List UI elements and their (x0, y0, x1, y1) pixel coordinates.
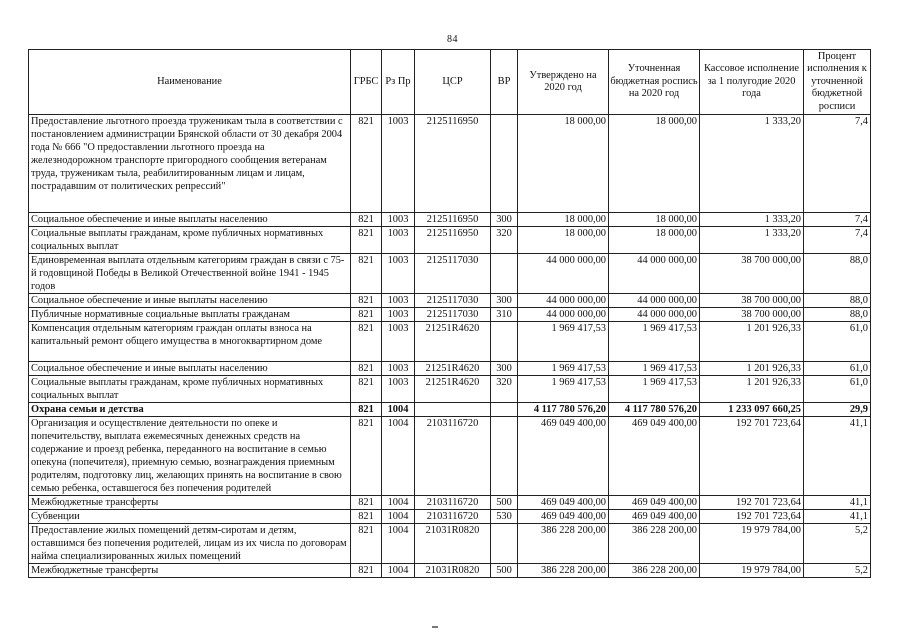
cell-name: Субвенции (29, 510, 351, 524)
cell-name: Межбюджетные трансферты (29, 564, 351, 578)
cell-approved: 4 117 780 576,20 (518, 403, 609, 417)
cell-percent: 5,2 (804, 524, 871, 564)
cell-cash: 1 333,20 (700, 227, 804, 254)
cell-name: Организация и осуществление деятельности по опеке и попечительству, выплата ежемесячных денежных средств на содержание и проезд ребенка, переданного на воспитание в семью опекуна (попечителя), приемную семью, вознаграждения приемным родителям, подготовку лиц, желающих принять на воспитание в свою семью ребенка, оставшегося без попечения родителей (29, 417, 351, 496)
cell-percent: 41,1 (804, 417, 871, 496)
cell-vr (491, 322, 518, 362)
cell-cash: 192 701 723,64 (700, 510, 804, 524)
cell-csr (415, 403, 491, 417)
cell-name: Компенсация отдельным категориям граждан оплаты взноса на капитальный ремонт общего имущества в многоквартирном доме (29, 322, 351, 362)
cell-specified: 469 049 400,00 (609, 417, 700, 496)
cell-cash: 192 701 723,64 (700, 496, 804, 510)
table-row (29, 322, 871, 362)
cell-approved: 1 969 417,53 (518, 322, 609, 362)
cell-cash: 19 979 784,00 (700, 564, 804, 578)
cell-grbs: 821 (351, 376, 382, 403)
col-header-percent: Процент исполнения к уточненной бюджетной росписи (804, 50, 871, 115)
cell-specified: 469 049 400,00 (609, 510, 700, 524)
cell-grbs: 821 (351, 294, 382, 308)
cell-percent: 61,0 (804, 376, 871, 403)
cell-grbs: 821 (351, 510, 382, 524)
cell-name: Предоставление льготного проезда труженикам тыла в соответствии с постановлением администрации Брянской области от 30 декабря 2004 года № 666 "О предоставлении льготного проезда на железнодорожном транспорте пригородного сообщения ветеранам труда, труженикам тыла, реабилитированным лицам и лицам, пострадавшим от политических репрессий" (29, 115, 351, 213)
cell-name: Предоставление жилых помещений детям-сиротам и детям, оставшимся без попечения родителей, лицам из их числа по договорам найма специализированных жилых помещений (29, 524, 351, 564)
cell-rzpr: 1003 (382, 213, 415, 227)
col-header-vr: ВР (491, 50, 518, 115)
cell-name: Единовременная выплата отдельным категориям граждан в связи с 75-й годовщиной Победы в Великой Отечественной войне 1941 - 1945 годов (29, 254, 351, 294)
cell-specified: 386 228 200,00 (609, 524, 700, 564)
col-header-csr: ЦСР (415, 50, 491, 115)
cell-specified: 44 000 000,00 (609, 254, 700, 294)
budget-table (28, 49, 871, 578)
cell-specified: 44 000 000,00 (609, 308, 700, 322)
cell-rzpr: 1003 (382, 322, 415, 362)
col-header-cash: Кассовое исполнение за 1 полугодие 2020 года (700, 50, 804, 115)
cell-name: Социальное обеспечение и иные выплаты населению (29, 362, 351, 376)
cell-cash: 38 700 000,00 (700, 308, 804, 322)
cell-rzpr: 1003 (382, 376, 415, 403)
table-row (29, 376, 871, 403)
cell-vr: 320 (491, 227, 518, 254)
cell-cash: 1 233 097 660,25 (700, 403, 804, 417)
cell-name: Публичные нормативные социальные выплаты гражданам (29, 308, 351, 322)
cell-specified: 44 000 000,00 (609, 294, 700, 308)
cell-name: Социальные выплаты гражданам, кроме публичных нормативных социальных выплат (29, 376, 351, 403)
cell-vr: 500 (491, 496, 518, 510)
cell-grbs: 821 (351, 213, 382, 227)
cell-grbs: 821 (351, 254, 382, 294)
cell-name: Социальное обеспечение и иные выплаты населению (29, 294, 351, 308)
table-row (29, 496, 871, 510)
table-row (29, 524, 871, 564)
cell-percent: 7,4 (804, 227, 871, 254)
table-row (29, 362, 871, 376)
cell-percent: 7,4 (804, 213, 871, 227)
cell-cash: 38 700 000,00 (700, 294, 804, 308)
cell-vr (491, 524, 518, 564)
col-header-grbs: ГРБС (351, 50, 382, 115)
cell-vr: 530 (491, 510, 518, 524)
cell-rzpr: 1003 (382, 115, 415, 213)
table-row (29, 213, 871, 227)
cell-cash: 192 701 723,64 (700, 417, 804, 496)
cell-csr: 2125117030 (415, 308, 491, 322)
cell-approved: 469 049 400,00 (518, 496, 609, 510)
cell-rzpr: 1003 (382, 294, 415, 308)
cell-csr: 21251R4620 (415, 376, 491, 403)
cell-csr: 2103116720 (415, 510, 491, 524)
cell-percent: 88,0 (804, 254, 871, 294)
cell-vr: 300 (491, 294, 518, 308)
cell-approved: 386 228 200,00 (518, 524, 609, 564)
cell-grbs: 821 (351, 417, 382, 496)
table-row-section (29, 403, 871, 417)
cell-cash: 1 201 926,33 (700, 376, 804, 403)
cell-approved: 44 000 000,00 (518, 294, 609, 308)
cell-specified: 4 117 780 576,20 (609, 403, 700, 417)
cell-csr: 2125117030 (415, 294, 491, 308)
cell-vr: 310 (491, 308, 518, 322)
cell-percent: 61,0 (804, 322, 871, 362)
cell-percent: 5,2 (804, 564, 871, 578)
cell-approved: 386 228 200,00 (518, 564, 609, 578)
cell-approved: 18 000,00 (518, 115, 609, 213)
cell-grbs: 821 (351, 524, 382, 564)
cell-vr (491, 115, 518, 213)
cell-name: Социальные выплаты гражданам, кроме публичных нормативных социальных выплат (29, 227, 351, 254)
cell-approved: 469 049 400,00 (518, 510, 609, 524)
cell-rzpr: 1004 (382, 524, 415, 564)
cell-grbs: 821 (351, 362, 382, 376)
table-row (29, 115, 871, 213)
cell-specified: 18 000,00 (609, 213, 700, 227)
cell-rzpr: 1003 (382, 362, 415, 376)
cell-percent: 7,4 (804, 115, 871, 213)
cell-grbs: 821 (351, 322, 382, 362)
cell-csr: 21251R4620 (415, 362, 491, 376)
cell-grbs: 821 (351, 403, 382, 417)
cell-rzpr: 1004 (382, 417, 415, 496)
cell-specified: 386 228 200,00 (609, 564, 700, 578)
table-row (29, 227, 871, 254)
cell-cash: 38 700 000,00 (700, 254, 804, 294)
table-row (29, 294, 871, 308)
cell-name: Межбюджетные трансферты (29, 496, 351, 510)
cell-csr: 2103116720 (415, 496, 491, 510)
cell-vr: 320 (491, 376, 518, 403)
cell-approved: 469 049 400,00 (518, 417, 609, 496)
cell-specified: 18 000,00 (609, 115, 700, 213)
cell-specified: 18 000,00 (609, 227, 700, 254)
cell-csr: 21031R0820 (415, 524, 491, 564)
cell-cash: 1 333,20 (700, 213, 804, 227)
table-row (29, 308, 871, 322)
cell-name: Охрана семьи и детства (29, 403, 351, 417)
cell-vr: 500 (491, 564, 518, 578)
cell-csr: 2125116950 (415, 115, 491, 213)
cell-percent: 88,0 (804, 294, 871, 308)
cell-vr (491, 254, 518, 294)
cell-grbs: 821 (351, 564, 382, 578)
cell-vr (491, 403, 518, 417)
cell-percent: 29,9 (804, 403, 871, 417)
cell-grbs: 821 (351, 227, 382, 254)
cell-approved: 1 969 417,53 (518, 362, 609, 376)
cell-approved: 18 000,00 (518, 227, 609, 254)
cell-cash: 1 201 926,33 (700, 362, 804, 376)
cell-cash: 1 333,20 (700, 115, 804, 213)
cell-name: Социальное обеспечение и иные выплаты населению (29, 213, 351, 227)
col-header-approved: Утверждено на 2020 год (518, 50, 609, 115)
cell-specified: 469 049 400,00 (609, 496, 700, 510)
cell-specified: 1 969 417,53 (609, 362, 700, 376)
table-row (29, 254, 871, 294)
cell-rzpr: 1004 (382, 403, 415, 417)
cell-cash: 19 979 784,00 (700, 524, 804, 564)
table-row (29, 510, 871, 524)
cell-approved: 18 000,00 (518, 213, 609, 227)
cell-csr: 2125117030 (415, 254, 491, 294)
cell-rzpr: 1004 (382, 496, 415, 510)
cell-csr: 2125116950 (415, 213, 491, 227)
cell-rzpr: 1003 (382, 254, 415, 294)
page-number: 84 (447, 34, 458, 45)
cell-vr (491, 417, 518, 496)
cell-specified: 1 969 417,53 (609, 376, 700, 403)
cell-rzpr: 1004 (382, 510, 415, 524)
table-row (29, 417, 871, 496)
cell-vr: 300 (491, 362, 518, 376)
scan-mark (432, 626, 438, 628)
cell-csr: 2125116950 (415, 227, 491, 254)
cell-vr: 300 (491, 213, 518, 227)
col-header-rzpr: Рз Пр (382, 50, 415, 115)
cell-csr: 21251R4620 (415, 322, 491, 362)
table-row (29, 564, 871, 578)
cell-percent: 41,1 (804, 496, 871, 510)
cell-grbs: 821 (351, 496, 382, 510)
cell-percent: 61,0 (804, 362, 871, 376)
cell-percent: 41,1 (804, 510, 871, 524)
cell-approved: 1 969 417,53 (518, 376, 609, 403)
cell-grbs: 821 (351, 308, 382, 322)
cell-rzpr: 1004 (382, 564, 415, 578)
col-header-name: Наименование (29, 50, 351, 115)
col-header-specified: Уточненная бюджетная роспись на 2020 год (609, 50, 700, 115)
cell-csr: 2103116720 (415, 417, 491, 496)
cell-csr: 21031R0820 (415, 564, 491, 578)
cell-approved: 44 000 000,00 (518, 308, 609, 322)
header-row (29, 50, 871, 115)
cell-grbs: 821 (351, 115, 382, 213)
cell-approved: 44 000 000,00 (518, 254, 609, 294)
cell-specified: 1 969 417,53 (609, 322, 700, 362)
cell-rzpr: 1003 (382, 227, 415, 254)
cell-cash: 1 201 926,33 (700, 322, 804, 362)
cell-percent: 88,0 (804, 308, 871, 322)
cell-rzpr: 1003 (382, 308, 415, 322)
